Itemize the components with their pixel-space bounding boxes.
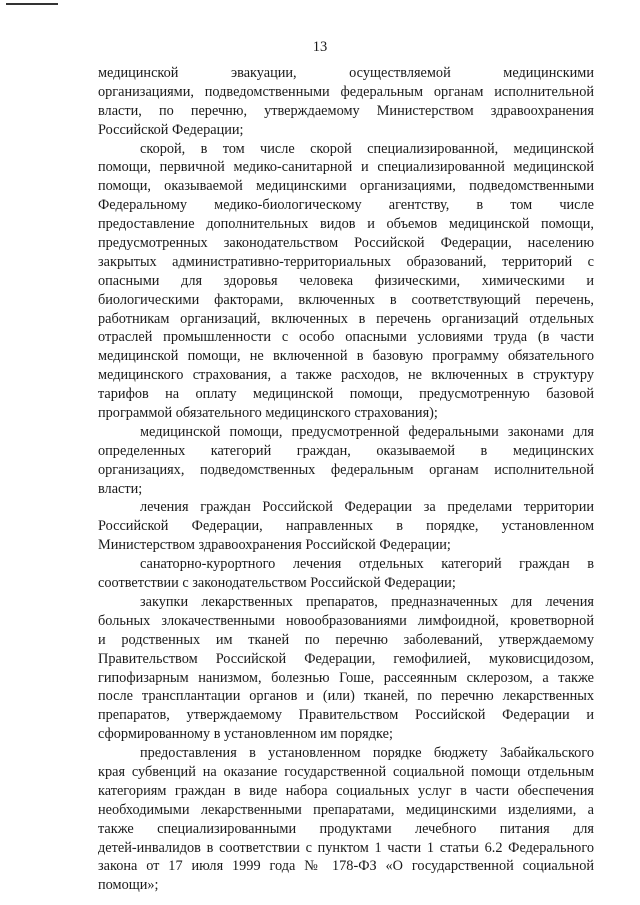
text-line: предоставление дополнительных видов и объемов медицинской помощи,: [98, 216, 594, 233]
text-line: после трансплантации органов и (или) тканей, по перечню лекарственных: [98, 688, 594, 705]
text-line: края субвенций на оказание государственной социальной помощи отдельным: [98, 763, 594, 780]
text-line: организациях, подведомственных федеральным органам исполнительной: [98, 461, 594, 478]
text-line: власти;: [98, 480, 143, 497]
paragraph: [98, 744, 594, 895]
text-line: санаторно-курортного лечения отдельных категорий граждан в: [140, 556, 594, 573]
text-line: лечения граждан Российской Федерации за пределами территории: [140, 499, 594, 516]
text-line: и родственных им тканей по перечню заболеваний, утверждаемому: [98, 631, 594, 648]
text-line: Федеральному медико-биологическому агентству, в том числе: [98, 197, 594, 214]
top-rule: [6, 3, 58, 5]
text-line: помощи, оказываемой медицинскими организациями, подведомственными: [98, 178, 594, 195]
text-line: закупки лекарственных препаратов, предназначенных для лечения: [140, 593, 594, 610]
text-line: Министерством здравоохранения Российской Федерации;: [98, 537, 451, 554]
text-line: Российской Федерации;: [98, 121, 244, 138]
text-line: сформированному в установленном им порядке;: [98, 726, 393, 743]
text-line: закона от 17 июля 1999 года № 178-ФЗ «О государственной социальной: [98, 858, 594, 875]
paragraph: [98, 64, 594, 140]
text-line: гипофизарным нанизмом, болезнью Гоше, рассеянным склерозом, а также: [98, 669, 594, 686]
text-line: организациями, подведомственными федеральным органам исполнительной: [98, 83, 594, 100]
text-line: тарифов на оплату медицинской помощи, предусмотренную базовой: [98, 386, 594, 403]
document-body: [98, 64, 594, 895]
text-line: власти, по перечню, утверждаемому Министерством здравоохранения: [98, 102, 594, 119]
text-line: также специализированными продуктами лечебного питания для: [98, 820, 594, 837]
text-line: предусмотренных законодательством Российской Федерации, населению: [98, 235, 594, 252]
text-line: больных злокачественными новообразованиями лимфоидной, кроветворной: [98, 612, 594, 629]
text-line: предоставления в установленном порядке бюджету Забайкальского: [140, 745, 594, 762]
text-line: опасными для здоровья человека физическими, химическими и: [98, 272, 594, 289]
text-line: определенных категорий граждан, оказываемой в медицинских: [98, 442, 594, 459]
text-line: помощи»;: [98, 877, 159, 894]
paragraph: [98, 555, 594, 593]
text-line: скорой, в том числе скорой специализированной, медицинской: [140, 140, 594, 157]
page-number: 13: [312, 39, 328, 55]
paragraph: [98, 593, 594, 744]
text-line: необходимыми лекарственными препаратами, медицинскими изделиями, а: [98, 801, 594, 818]
text-line: препаратов, утверждаемому Правительством Российской Федерации и: [98, 707, 594, 724]
text-line: детей-инвалидов в соответствии с пунктом 1 части 1 статьи 6.2 Федерального: [98, 839, 594, 856]
text-line: программой обязательного медицинского страхования);: [98, 405, 438, 422]
paragraph: [98, 498, 594, 555]
text-line: медицинской помощи, не включенной в базовую программу обязательного: [98, 348, 594, 365]
text-line: помощи, первичной медико-санитарной и специализированной медицинской: [98, 159, 594, 176]
text-line: закрытых административно-территориальных образований, территорий с: [98, 253, 594, 270]
text-line: Российской Федерации, направленных в порядке, установленном: [98, 518, 594, 535]
text-line: медицинской эвакуации, осуществляемой медицинскими: [98, 65, 594, 81]
text-line: биологическими факторами, включенных в соответствующий перечень,: [98, 291, 594, 308]
text-line: медицинского страхования, а также расходов, не включенных в структуру: [98, 367, 594, 384]
text-line: соответствии с законодательством Российской Федерации;: [98, 575, 456, 592]
text-line: работникам организаций, включенных в перечень организаций отдельных: [98, 310, 594, 327]
text-line: категориям граждан в виде набора социальных услуг в части обеспечения: [98, 782, 594, 799]
text-line: медицинской помощи, предусмотренной федеральными законами для: [140, 423, 594, 440]
paragraph: [98, 423, 594, 499]
paragraph: [98, 140, 594, 423]
text-line: Правительством Российской Федерации, гемофилией, муковисцидозом,: [98, 650, 594, 667]
text-line: отраслей промышленности с особо опасными условиями труда (в части: [98, 329, 594, 346]
